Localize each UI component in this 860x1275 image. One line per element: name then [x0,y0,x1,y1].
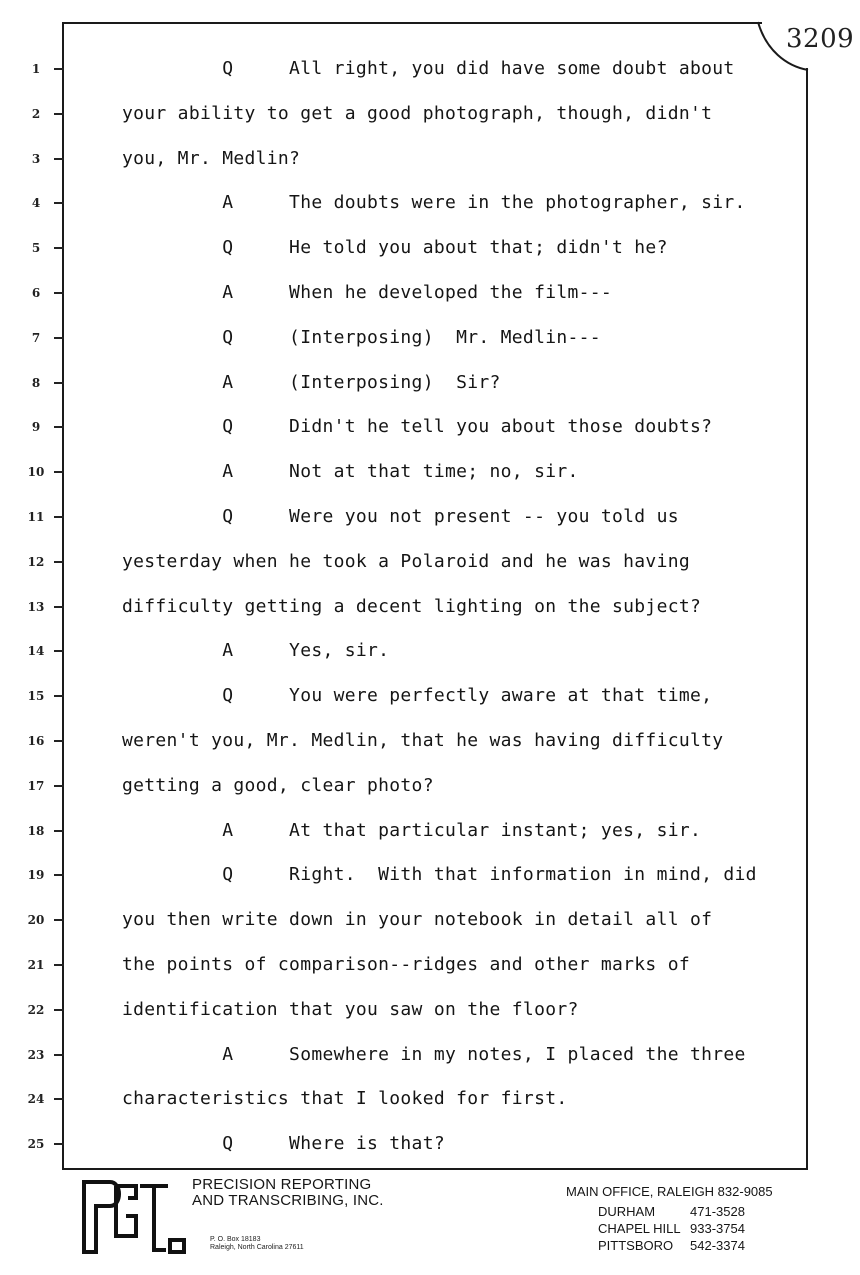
line-tick-mark [54,1098,64,1100]
company-name [192,1177,384,1209]
line-tick-mark [54,695,64,697]
line-tick-mark [54,785,64,787]
transcript-line: you then write down in your notebook in detail all of [122,909,713,931]
company-logo [78,1176,190,1258]
line-number: 11 [27,510,45,524]
line-number: 25 [27,1137,45,1152]
transcript-line: Q (Interposing) Mr. Medlin--- [122,326,601,348]
transcript-line: Q Right. With that information in mind, did [122,864,757,886]
line-number: 21 [27,958,45,972]
transcript-line: Q Didn't he tell you about those doubts? [122,416,713,438]
line-tick-mark [54,830,64,832]
line-tick-mark [54,247,64,249]
line-tick-mark [54,382,64,384]
transcript-line: you, Mr. Medlin? [122,147,301,169]
transcript-line: A (Interposing) Sir? [122,371,501,393]
line-number: 7 [31,330,41,345]
transcript-line: characteristics that I looked for first. [122,1088,568,1110]
office-phone: 471-3528 [690,1204,745,1219]
page-frame-right [806,68,808,1170]
transcript-line: A The doubts were in the photographer, sir. [122,192,746,214]
line-number: 5 [31,241,41,256]
line-tick-mark [54,919,64,921]
line-tick-mark [54,1143,64,1145]
page-frame-bottom [62,1168,808,1170]
line-number: 15 [27,689,45,704]
address-line-2: Raleigh, North Carolina 27611 [210,1244,304,1251]
transcript-line: getting a good, clear photo? [122,774,434,796]
line-tick-mark [54,158,64,160]
office-pittsboro [598,1238,745,1253]
transcript-line: the points of comparison--ridges and other marks of [122,954,690,975]
line-tick-mark [54,650,64,652]
office-city: CHAPEL HILL [598,1221,681,1236]
line-number: 9 [31,420,41,435]
transcript-line: Q Where is that? [122,1133,445,1155]
line-tick-mark [54,292,64,294]
line-tick-mark [54,874,64,876]
line-number: 3 [31,151,41,166]
company-address [210,1236,304,1252]
line-number: 23 [27,1047,45,1062]
line-number: 12 [27,554,45,569]
page-frame-left [62,22,64,1170]
line-tick-mark [54,113,64,115]
line-tick-mark [54,964,64,966]
transcript-line: Q You were perfectly aware at that time, [122,685,713,707]
transcript-line: Q Were you not present -- you told us [122,506,679,527]
transcript-line: difficulty getting a decent lighting on the subject? [122,595,702,617]
line-number: 1 [31,62,41,76]
company-name-line-1: PRECISION REPORTING [192,1176,372,1193]
company-name-line-2: AND TRANSCRIBING, INC. [192,1192,384,1209]
transcript-line: identification that you saw on the floor? [122,998,579,1020]
line-number: 14 [27,644,45,659]
transcript-line: yesterday when he took a Polaroid and he was having [122,550,690,572]
line-tick-mark [54,68,64,70]
office-chapel-hill [598,1221,745,1236]
line-number: 16 [27,734,45,748]
line-tick-mark [54,516,64,518]
line-number: 4 [31,196,41,211]
transcript-line: Q All right, you did have some doubt about [122,58,735,79]
office-phone: 542-3374 [690,1238,745,1253]
line-tick-mark [54,426,64,428]
line-tick-mark [54,740,64,742]
line-number: 24 [27,1092,45,1107]
transcript-line: your ability to get a good photograph, though, didn't [122,102,713,124]
office-durham [598,1204,745,1219]
line-number: 10 [27,465,45,480]
line-tick-mark [54,337,64,339]
office-city: DURHAM [598,1204,656,1219]
line-number: 17 [27,778,45,793]
line-number: 19 [27,868,45,883]
office-phone: 933-3754 [690,1221,745,1236]
line-tick-mark [54,1009,64,1011]
transcript-line: A Somewhere in my notes, I placed the three [122,1043,746,1065]
transcript-line: A When he developed the film--- [122,282,613,303]
line-number: 13 [27,599,45,614]
line-number: 18 [27,823,45,838]
line-tick-mark [54,1054,64,1056]
line-number: 6 [31,286,41,300]
line-number: 20 [27,913,45,928]
transcript-line: A Not at that time; no, sir. [122,461,579,483]
address-line-1: P. O. Box 18183 [210,1236,261,1243]
page-frame-top [62,22,762,24]
main-office-info: MAIN OFFICE, RALEIGH 832-9085 [566,1184,773,1199]
line-number: 2 [31,106,41,121]
line-tick-mark [54,561,64,563]
line-number: 22 [27,1002,45,1017]
line-tick-mark [54,202,64,204]
transcript-line: Q He told you about that; didn't he? [122,237,668,259]
line-tick-mark [54,471,64,473]
line-tick-mark [54,606,64,608]
line-number: 8 [31,375,41,390]
page-number: 3209 [786,24,855,54]
transcript-line: A Yes, sir. [122,640,390,662]
office-city: PITTSBORO [598,1238,674,1253]
transcript-line: weren't you, Mr. Medlin, that he was having difficulty [122,730,724,751]
transcript-line: A At that particular instant; yes, sir. [122,819,702,841]
